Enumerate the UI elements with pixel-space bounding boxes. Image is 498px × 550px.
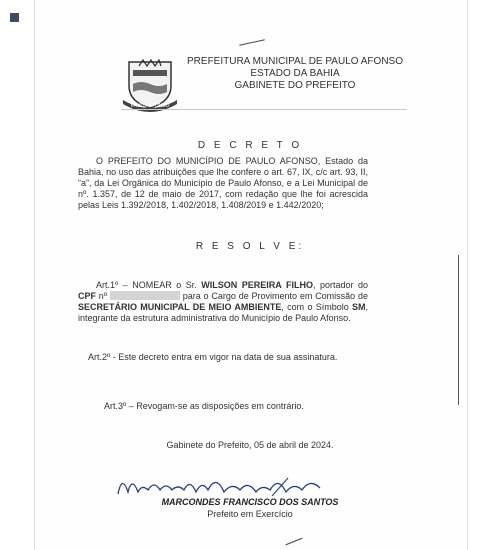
letterhead-line-2: ESTADO DA BAHIA — [250, 68, 340, 79]
dateline: Gabinete do Prefeito, 05 de abril de 2024. — [166, 440, 334, 450]
art1-text-6: , integrante da estrutura administrativa do Município de Paulo Afonso. — [78, 302, 369, 323]
article-2: Art.2º - Este decreto entra em vigor na data de sua assinatura. — [88, 352, 338, 362]
resolve-heading: R E S O L V E: — [195, 241, 305, 252]
signer-title: Prefeito em Exercício — [207, 509, 293, 519]
corner-marker — [10, 13, 19, 22]
cpf-label: CPF — [78, 291, 96, 301]
role-symbol: SM — [352, 302, 366, 312]
art1-text-3: nº — [96, 291, 110, 301]
appointee-name: WILSON PEREIRA FILHO — [201, 280, 313, 290]
letterhead-divider — [121, 109, 407, 110]
art1-text-5: , com o Símbolo — [281, 302, 352, 312]
document-page — [34, 0, 468, 550]
appointed-role: SECRETÁRIO MUNICIPAL DE MEIO AMBIENTE — [78, 302, 282, 312]
crest-banner-text: PAULO AFONSO — [130, 103, 170, 109]
pen-tick-mark — [239, 39, 265, 45]
decree-title: D E C R E T O — [197, 140, 303, 151]
decree-preamble: O PREFEITO DO MUNICÍPIO DE PAULO AFONSO, Estado da Bahia, no uso das atribuições que lhe confere o art. 67, IX, c/c art. 93, II, “a”, da Lei Orgânica do Município de Paulo Afonso, e a Lei Municipal de nº. 1.357, de 12 de maio de 2017, com redação que lhe foi acrescida pelas Leis 1.392/2018, 1.402/2018, 1.408/2019 e 1.442/2020; — [78, 156, 368, 210]
letterhead-line-1: PREFEITURA MUNICIPAL DE PAULO AFONSO — [187, 56, 403, 67]
article-3: Art.3º – Revogam-se as disposições em contrário. — [104, 401, 304, 411]
letterhead — [165, 56, 425, 92]
art1-text-1: Art.1º – NOMEAR o Sr. — [96, 280, 202, 290]
art1-text-4: para o Cargo de Provimento em Comissão de — [179, 291, 368, 301]
cpf-redaction — [110, 291, 180, 300]
letterhead-line-3: GABINETE DO PREFEITO — [234, 80, 356, 91]
scan-artifact-line — [458, 255, 459, 405]
signer-name: MARCONDES FRANCISCO DOS SANTOS — [161, 497, 339, 507]
art1-text-2: , portador do — [312, 280, 368, 290]
article-1 — [78, 280, 368, 324]
